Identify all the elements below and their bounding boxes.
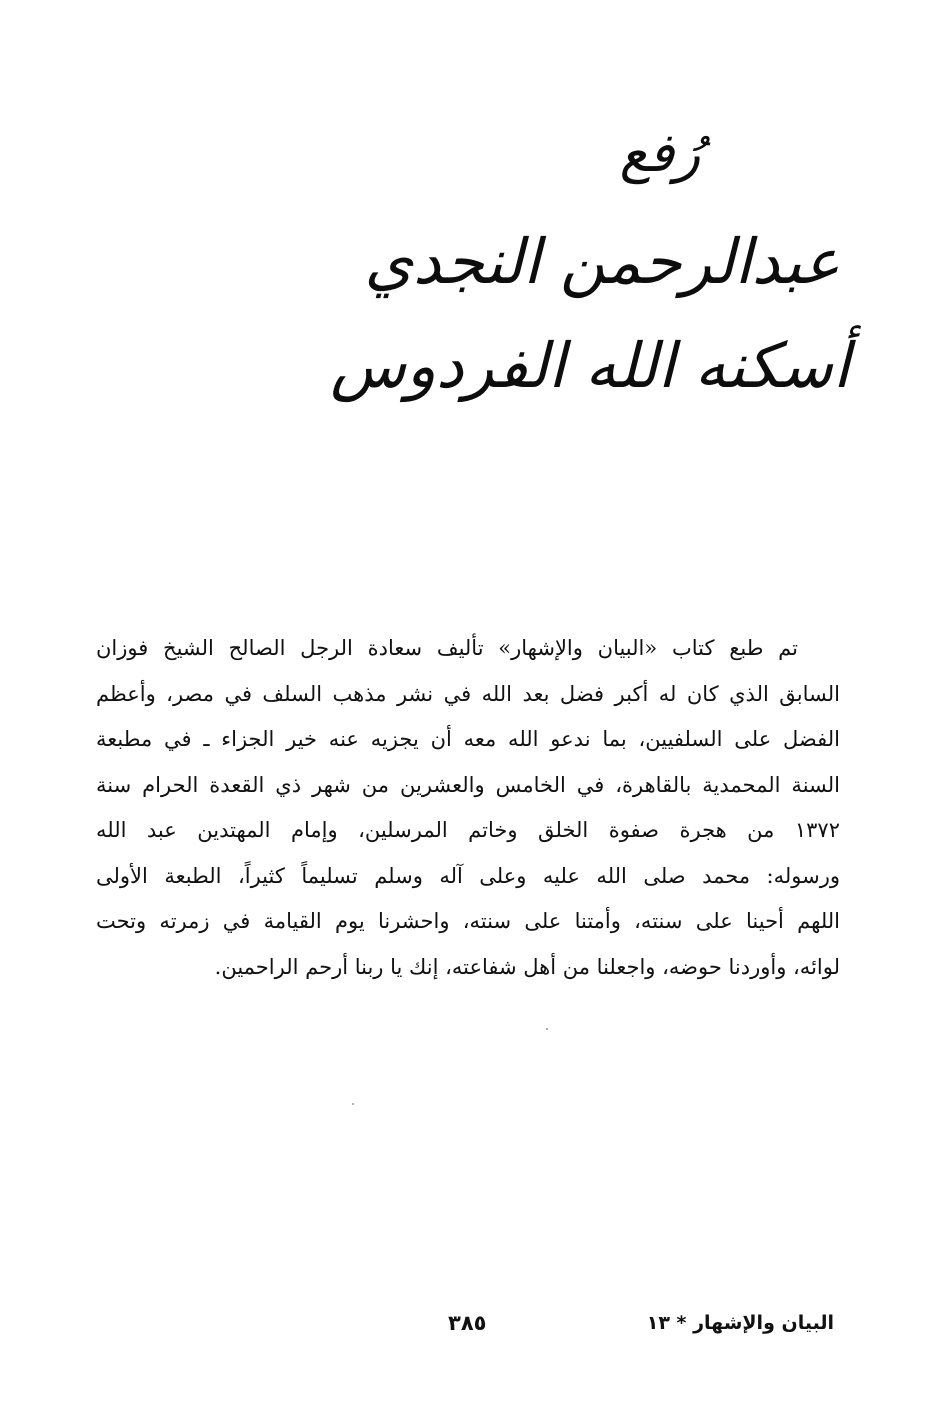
scan-speck	[352, 1103, 354, 1105]
header-prayer-line: أسكنه الله الفردوس	[330, 329, 850, 402]
running-title: البيان والإشهار * ١٣	[646, 1312, 834, 1334]
colophon-line-7: اللهم أحينا على سنته، وأمتنا على سنته، واحشرنا يوم القيامة في زمرته وتحت	[96, 909, 840, 933]
scan-speck	[546, 1028, 548, 1030]
colophon-line-6: ورسوله: محمد صلى الله عليه وعلى آله وسلم تسليماً كثيراً، الطبعة الأولى	[96, 863, 840, 888]
colophon-line-3: الفضل على السلفيين، بما ندعو الله معه أن يجزيه عنه خير الجزاء ـ في مطبعة	[96, 727, 840, 751]
colophon-paragraph	[96, 626, 840, 990]
page-number: ٣٨٥	[448, 1311, 487, 1335]
colophon-line-4: السنة المحمدية بالقاهرة، في الخامس والعشرين من شهر ذي القعدة الحرام سنة	[96, 772, 840, 797]
colophon-line-5: ١٣٧٢ من هجرة صفوة الخلق وخاتم المرسلين، وإمام المهتدين عبد الله	[96, 818, 840, 842]
header-raf-label: رُفع	[619, 121, 701, 184]
colophon-line-8: لوائه، وأوردنا حوضه، واجعلنا من أهل شفاعته، إنك يا ربنا أرحم الراحمين.	[214, 954, 840, 979]
header-name-line: عبدالرحمن النجدي	[364, 225, 840, 298]
colophon-line-1: تم طبع كتاب «البيان والإشهار» تأليف سعادة الرجل الصالح الشيخ فوزان	[96, 636, 798, 660]
colophon-line-2: السابق الذي كان له أكبر فضل بعد الله في نشر مذهب السلف في مصر، وأعظم	[96, 681, 840, 706]
